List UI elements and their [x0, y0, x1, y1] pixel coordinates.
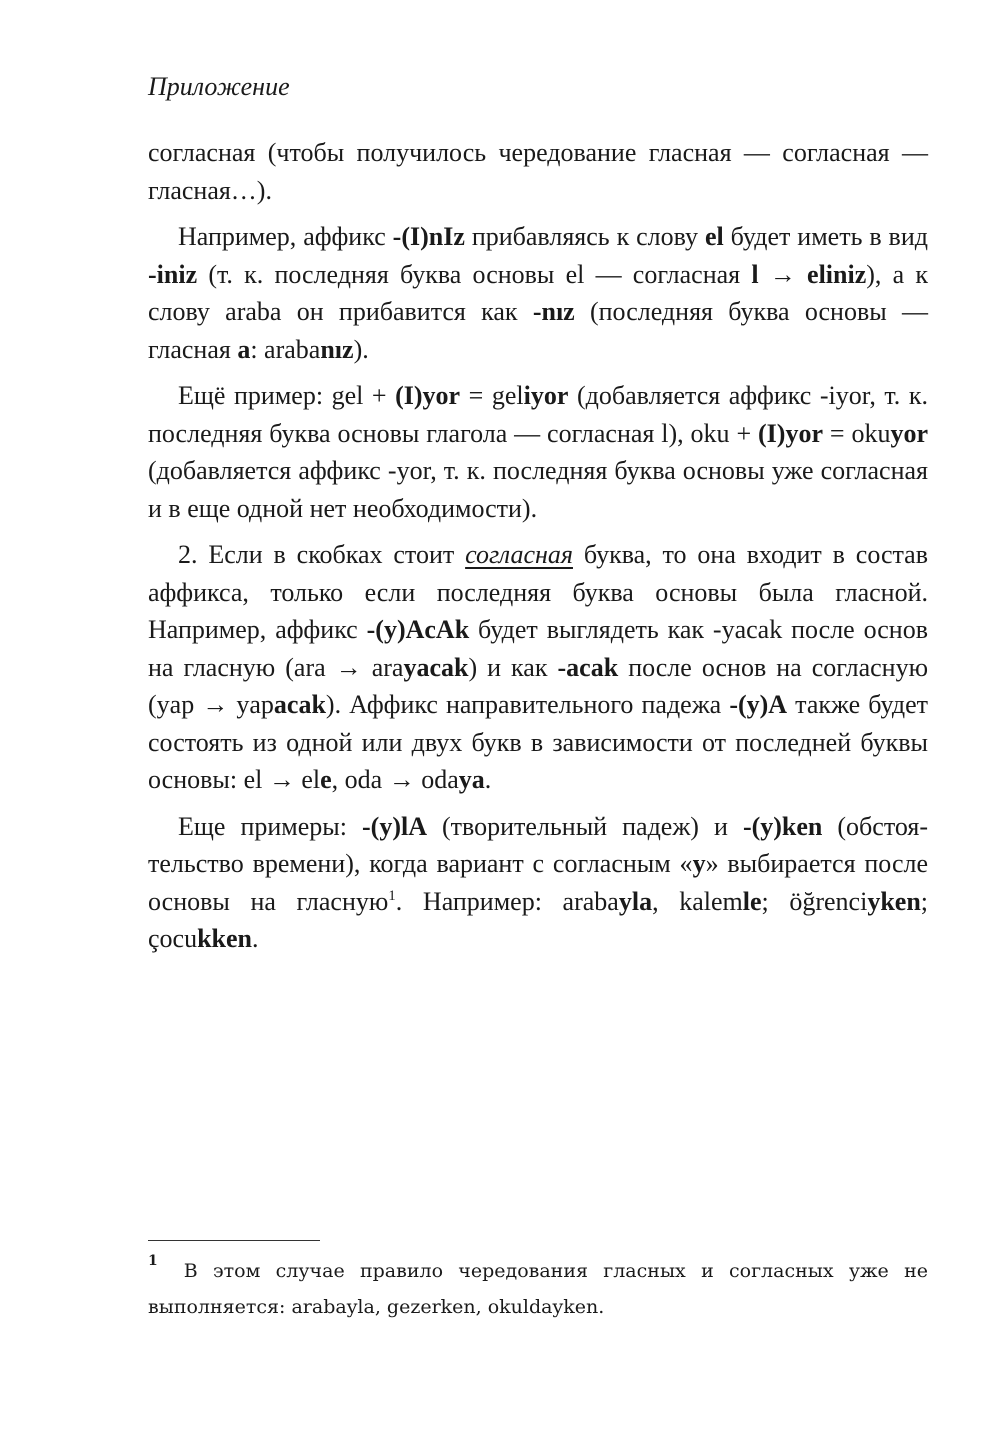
body-text	[148, 134, 928, 958]
text-run: , oda → oda	[331, 765, 459, 794]
affix-bold: -(y)ken	[742, 811, 823, 841]
footnote-mark: 1	[148, 1253, 158, 1269]
text-run: » выбирается после основы на гласную	[148, 849, 929, 916]
affix-bold: (I)yor	[395, 381, 461, 410]
text-run: Например, аффикс	[178, 222, 393, 251]
affix-bold: (I)yor	[758, 418, 823, 448]
text-run: . Например: araba	[395, 886, 619, 916]
paragraph-continuation	[148, 134, 928, 209]
text-run: ; çocu	[148, 886, 929, 953]
text-run: = oku	[823, 418, 891, 448]
suffix-bold: yacak	[403, 652, 469, 682]
text-run: (последняя буква основы — гласная	[148, 297, 928, 364]
affix-bold: -acak	[557, 652, 619, 682]
text-run: ) и как	[468, 652, 558, 682]
suffix-bold: e	[320, 765, 332, 794]
footnote-divider	[148, 1240, 320, 1241]
emphasis-underlined: согласная	[465, 540, 573, 569]
suffix-bold: yor	[890, 418, 928, 448]
suffix-bold: ya	[458, 765, 485, 794]
footnote-text: В этом случае правило чередования гласных и согласных уже не выполняется: arabayla, gezerken, okuldayken.	[148, 1260, 928, 1318]
text-run: (творительный падеж) и	[427, 811, 743, 841]
footnote	[148, 1253, 928, 1325]
text-run: ), а к слову araba он прибавится как	[148, 259, 929, 326]
text-run: .	[252, 924, 259, 953]
paragraph-rule-2	[148, 536, 928, 799]
text-run: согласная (чтобы получилось чередование гласная — согласная — гласная…).	[148, 138, 928, 205]
running-header: Приложение	[148, 72, 290, 101]
affix-bold: -nız	[532, 297, 575, 326]
text-run: будет выглядеть как -yacak после основ на гласную (ara → ara	[148, 615, 928, 682]
letter-bold: l	[751, 259, 759, 289]
affix-bold: -(y)AcAk	[366, 615, 470, 644]
suffix-bold: le	[742, 886, 762, 916]
text-run: ). Аффикс направительного падежа	[325, 690, 730, 719]
text-run: (добавляется аффикс -iyor, т. к. последняя буква основы глагола — согласная l), oku +	[148, 381, 928, 448]
paragraph-example-iniz	[148, 218, 928, 368]
text-run: Ещё пример: gel +	[178, 381, 396, 410]
word-bold: el	[704, 222, 724, 251]
suffix-bold: acak	[273, 690, 326, 719]
affix-bold: -(y)A	[729, 690, 788, 719]
text-run: прибавляясь к слову	[464, 222, 705, 251]
suffix-bold: yla	[618, 886, 653, 916]
text-run: ).	[353, 334, 369, 364]
text-run: после основ на согласную (yap → yap	[148, 652, 928, 719]
suffix-bold: yken	[867, 886, 921, 916]
text-run: : araba	[250, 334, 321, 364]
suffix-bold: nız	[320, 334, 354, 364]
letter-bold: y	[692, 849, 706, 878]
text-run: (т. к. последняя буква основы el — согласная	[197, 259, 752, 289]
suffix-bold: iyor	[523, 381, 569, 410]
text-run: (добавляется аффикс -yor, т. к. последняя буква основы уже согласная и в еще одной нет необходимости).	[148, 456, 928, 523]
affix-bold: -iniz	[148, 259, 198, 289]
text-run: 2. Если в скобках стоит	[178, 540, 466, 569]
text-run: ; öğrenci	[761, 886, 868, 916]
page	[148, 70, 928, 967]
text-run: Еще примеры:	[178, 811, 363, 841]
affix-bold: -(y)lA	[362, 811, 427, 841]
word-bold: eliniz	[807, 259, 867, 289]
text-run: (обстоятельство времени), когда вариант с согласным «	[148, 811, 928, 878]
footnote-reference[interactable]: 1	[388, 887, 396, 904]
text-run: буква, то она входит в состав аффикса, только если последняя буква основы была гласной. Например, аффикс	[148, 540, 929, 644]
text-run: будет иметь в вид	[723, 222, 928, 251]
text-run: .	[484, 765, 492, 794]
paragraph-more-examples	[148, 808, 928, 958]
letter-bold: a	[237, 334, 251, 364]
suffix-bold: kken	[197, 924, 253, 953]
paragraph-example-iyor	[148, 377, 928, 527]
text-run: →	[758, 259, 808, 289]
text-run: , kalem	[652, 886, 743, 916]
affix-bold: -(I)nIz	[392, 222, 465, 251]
text-run: также будет состоять из одной или двух букв в зависимости от последней буквы основы: el → el	[148, 690, 928, 794]
text-run: = gel	[460, 381, 524, 410]
